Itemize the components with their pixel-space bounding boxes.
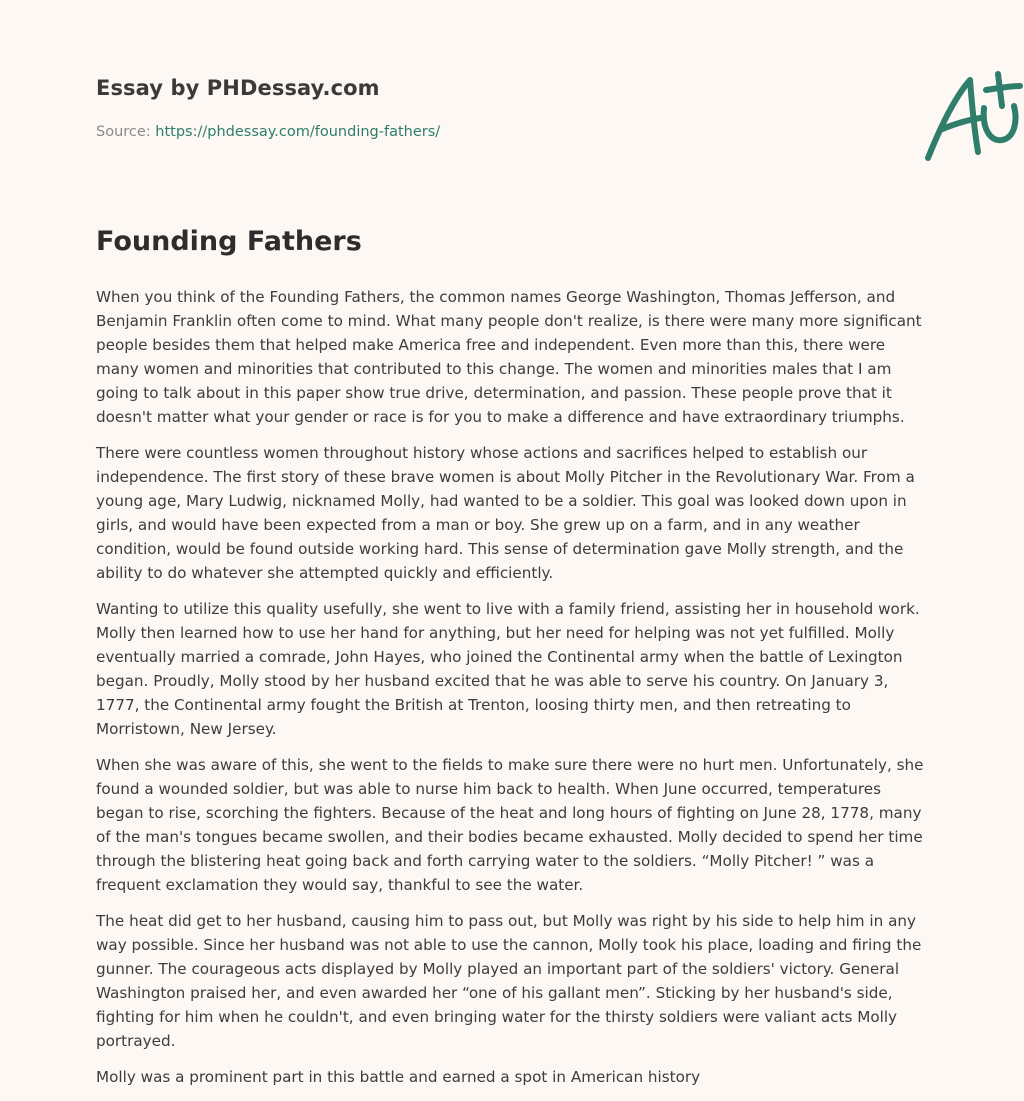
a-plus-logo-icon bbox=[918, 66, 1024, 166]
essay-paragraph: The heat did get to her husband, causing him to pass out, but Molly was right by his side to help him in any way possible. Since her husband was not able to use the cannon, Molly took his place, loading and firing the gunner. The courageous acts displayed by Molly played an important part of the soldiers' victory. General Washington praised her, and even awarded her “one of his gallant men”. Sticking by her husband's side, fighting for him when he couldn't, and even bringing water for the thirsty soldiers were valiant acts Molly portrayed. bbox=[96, 912, 922, 1050]
essay-paragraph: There were countless women throughout history whose actions and sacrifices helped to establish our independence. The first story of these brave women is about Molly Pitcher in the Revolutionary War. From a young age, Mary Ludwig, nicknamed Molly, had wanted to be a soldier. This goal was looked down upon in girls, and would have been expected from a man or boy. She grew up on a farm, and in any weather condition, would be found outside working hard. This sense of determination gave Molly strength, and the ability to do whatever she attempted quickly and efficiently. bbox=[96, 444, 915, 582]
essay-paragraph: Molly was a prominent part in this battle and earned a spot in American history bbox=[96, 1068, 701, 1086]
essay-paragraph: When you think of the Founding Fathers, the common names George Washington, Thomas Jefferson, and Benjamin Franklin often come to mind. What many people don't realize, is there were many more significant people besides them that helped make America free and independent. Even more than this, there were many women and minorities that contributed to this change. The women and minorities males that I am going to talk about in this paper show true drive, determination, and passion. These people prove that it doesn't matter what your gender or race is for you to make a difference and have extraordinary triumphs. bbox=[96, 288, 922, 426]
source-link[interactable]: https://phdessay.com/founding-fathers/ bbox=[155, 124, 441, 140]
essay-body bbox=[96, 285, 928, 1101]
brand-title: Essay by PHDessay.com bbox=[96, 76, 380, 100]
essay-title: Founding Fathers bbox=[96, 226, 362, 257]
essay-paragraph: Wanting to utilize this quality usefully, she went to live with a family friend, assisting her in household work. Molly then learned how to use her hand for anything, but her need for helping was not yet fulfilled. Molly eventually married a comrade, John Hayes, who joined the Continental army when the battle of Lexington began. Proudly, Molly stood by her husband excited that he was able to serve his country. On January 3, 1777, the Continental army fought the British at Trenton, loosing thirty men, and then retreating to Morristown, New Jersey. bbox=[96, 600, 920, 738]
source-label: Source: bbox=[96, 124, 156, 140]
source-line bbox=[96, 124, 440, 140]
essay-paragraph: When she was aware of this, she went to the fields to make sure there were no hurt men. Unfortunately, she found a wounded soldier, but was able to nurse him back to health. When June occurred, temperatures began to rise, scorching the fighters. Because of the heat and long hours of fighting on June 28, 1778, many of the man's tongues became swollen, and their bodies became exhausted. Molly decided to spend her time through the blistering heat going back and forth carrying water to the soldiers. “Molly Pitcher! ” was a frequent exclamation they would say, thankful to see the water. bbox=[96, 756, 924, 894]
